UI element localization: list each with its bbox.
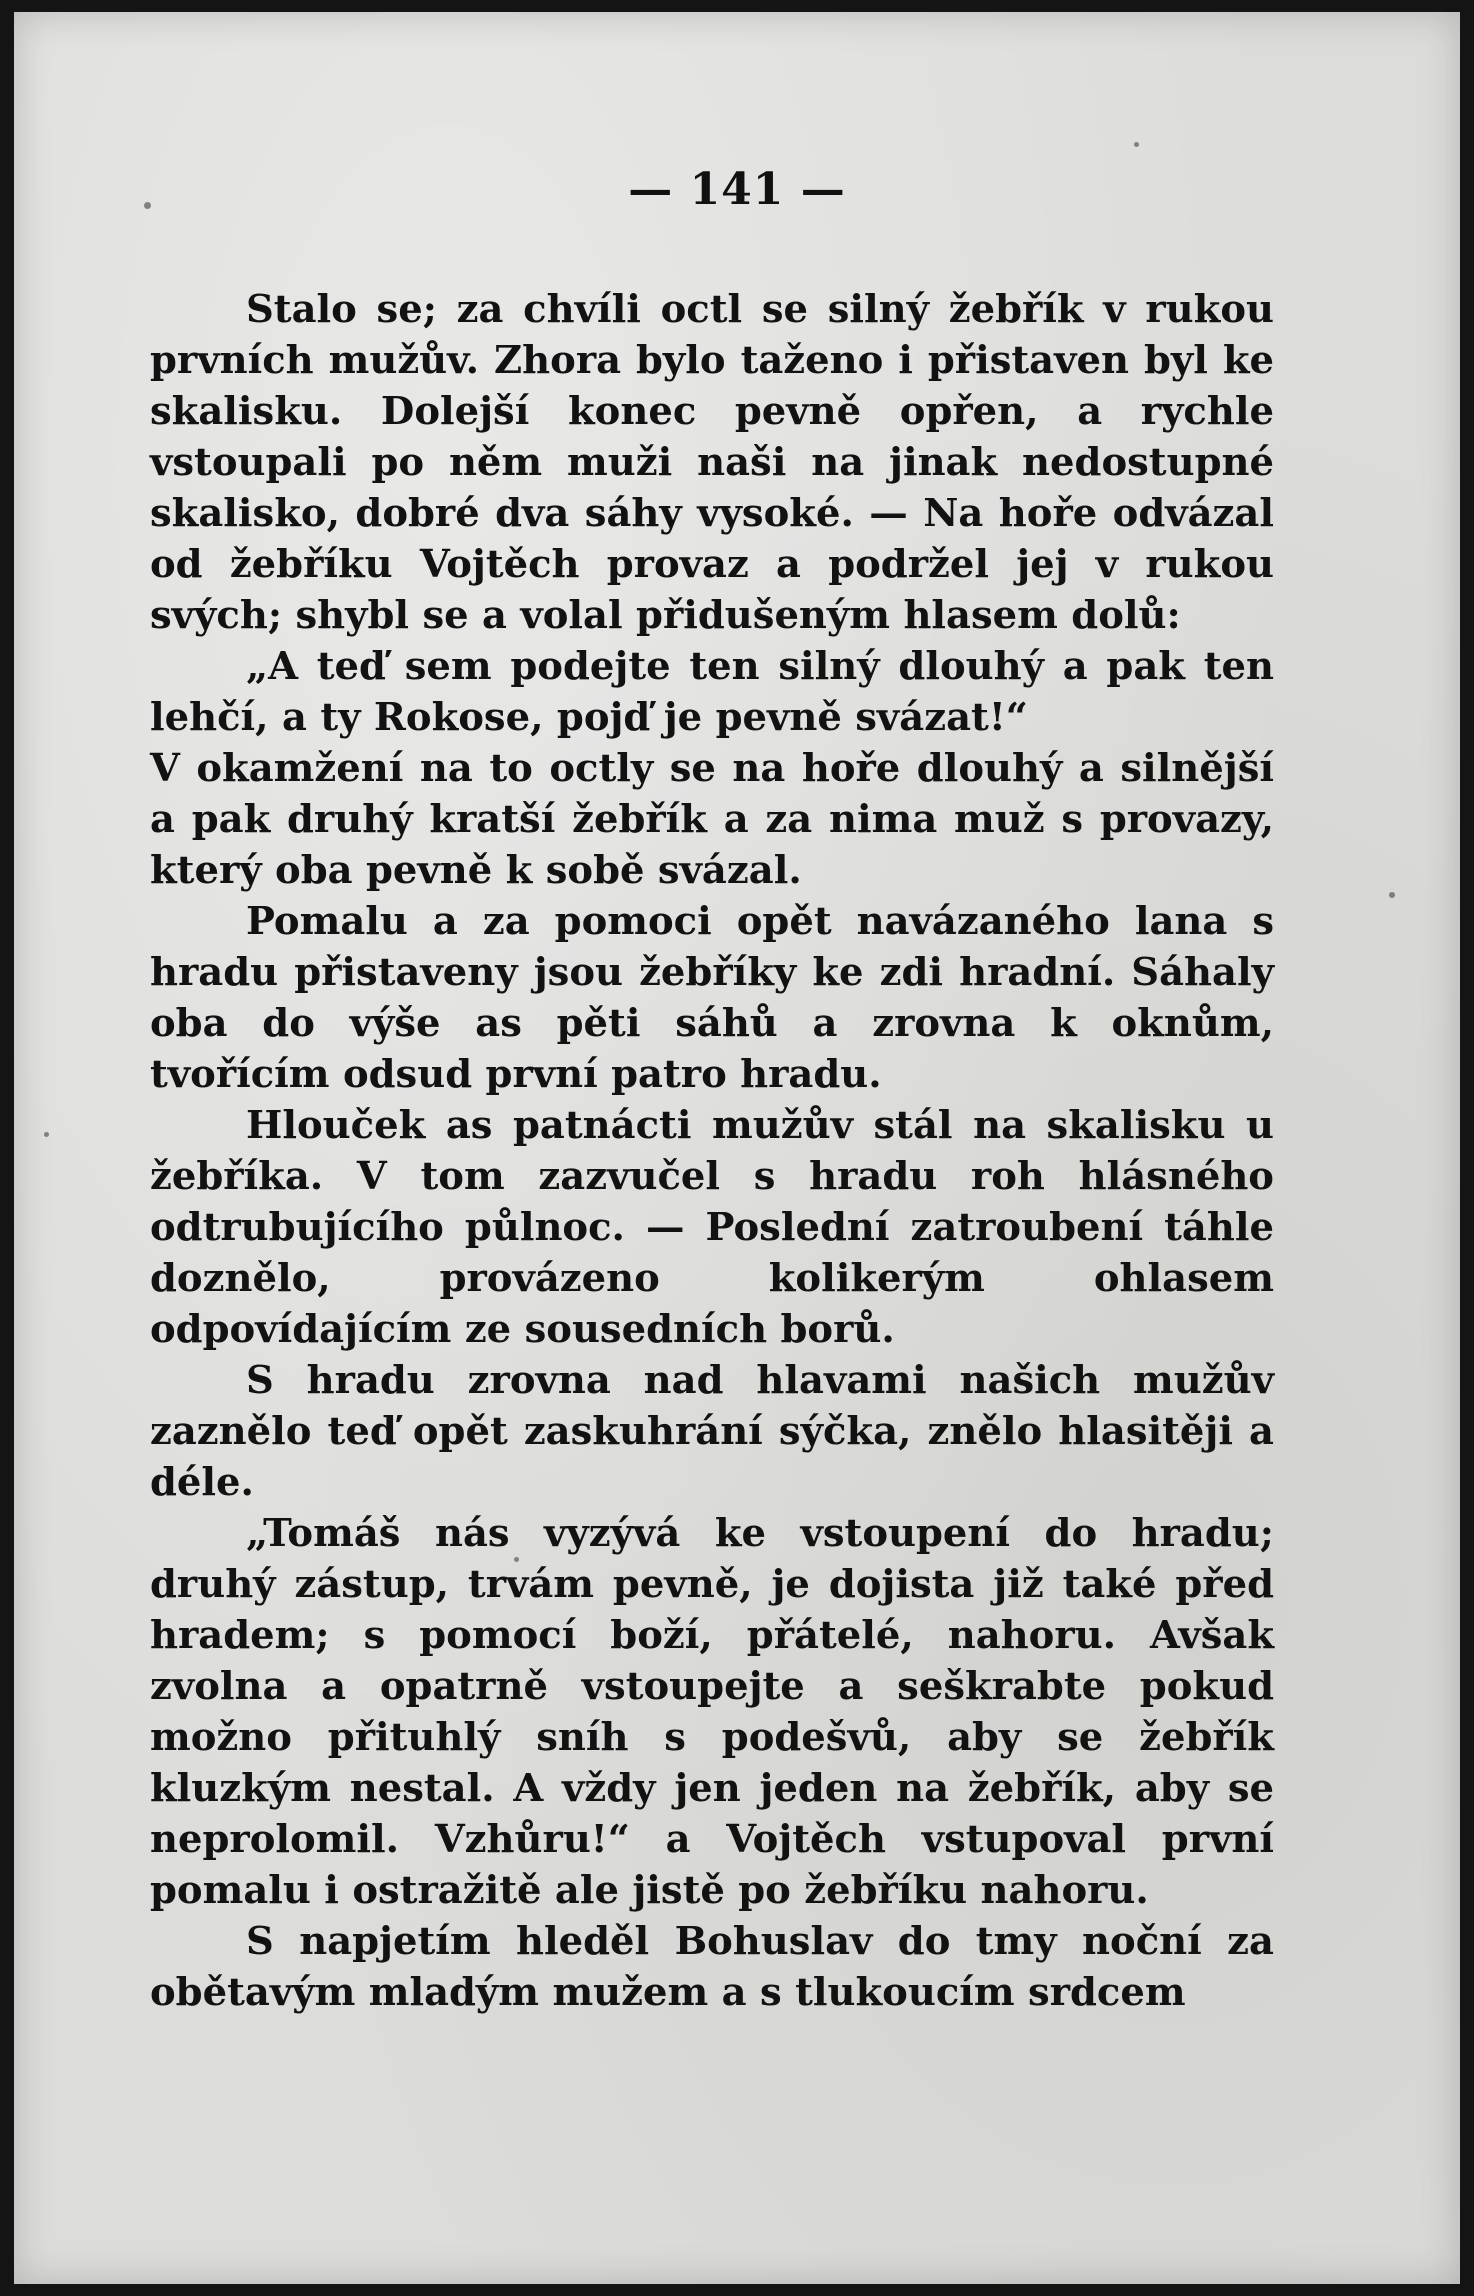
paragraph: V okamžení na to octly se na hoře dlouhý a silnější a pak druhý kratší žebřík a za nima muž s provazy, který oba pevně k sobě svázal. [150, 746, 1274, 893]
paragraph: S hradu zrovna nad hlavami našich mužův zaznělo teď opět zaskuhrání sýčka, znělo hlasitěji a déle. [150, 1358, 1274, 1505]
page-number: — 141 — [628, 164, 846, 215]
paper-speck [514, 1557, 519, 1562]
paragraph: „A teď sem podejte ten silný dlouhý a pak ten lehčí, a ty Rokose, pojď je pevně svázat!“ [150, 644, 1274, 740]
paragraph: Hlouček as patnácti mužův stál na skalisku u žebříka. V tom zazvučel s hradu roh hlásného odtrubujícího půlnoc. — Poslední zatroubení táhle doznělo, provázeno kolikerým ohlasem odpovídajícím ze sousedních borů. [150, 1103, 1274, 1352]
paper-speck [44, 1132, 49, 1137]
paragraph: „Tomáš nás vyzývá ke vstoupení do hradu; druhý zástup, trvám pevně, je dojista již také před hradem; s pomocí boží, přátelé, nahoru. Avšak zvolna a opatrně vstoupejte a seškrabte pokud možno přituhlý sníh s podešvů, aby se žebřík kluzkým nestal. A vždy jen jeden na žebřík, aby se neprolomil. Vzhůru!“ a Vojtěch vstupoval první pomalu i ostražitě ale jistě po žebříku nahoru. [150, 1511, 1274, 1913]
book-page [14, 12, 1460, 2284]
body-text [150, 284, 1274, 2018]
paper-speck [144, 202, 151, 209]
paragraph: Pomalu a za pomoci opět navázaného lana s hradu přistaveny jsou žebříky ke zdi hradní. Sáhaly oba do výše as pěti sáhů a zrovna k oknům, tvořícím odsud první patro hradu. [150, 899, 1274, 1097]
paragraph: Stalo se; za chvíli octl se silný žebřík v rukou prvních mužův. Zhora bylo taženo i přistaven byl ke skalisku. Dolejší konec pevně opřen, a rychle vstoupali po něm muži naši na jinak nedostupné skalisko, dobré dva sáhy vysoké. — Na hoře odvázal od žebříku Vojtěch provaz a podržel jej v rukou svých; shybl se a volal přidušeným hlasem dolů: [150, 287, 1274, 638]
paper-speck [1389, 892, 1395, 898]
paper-speck [1134, 142, 1139, 147]
paragraph: S napjetím hleděl Bohuslav do tmy noční za obětavým mladým mužem a s tlukoucím srdcem [150, 1919, 1274, 2015]
